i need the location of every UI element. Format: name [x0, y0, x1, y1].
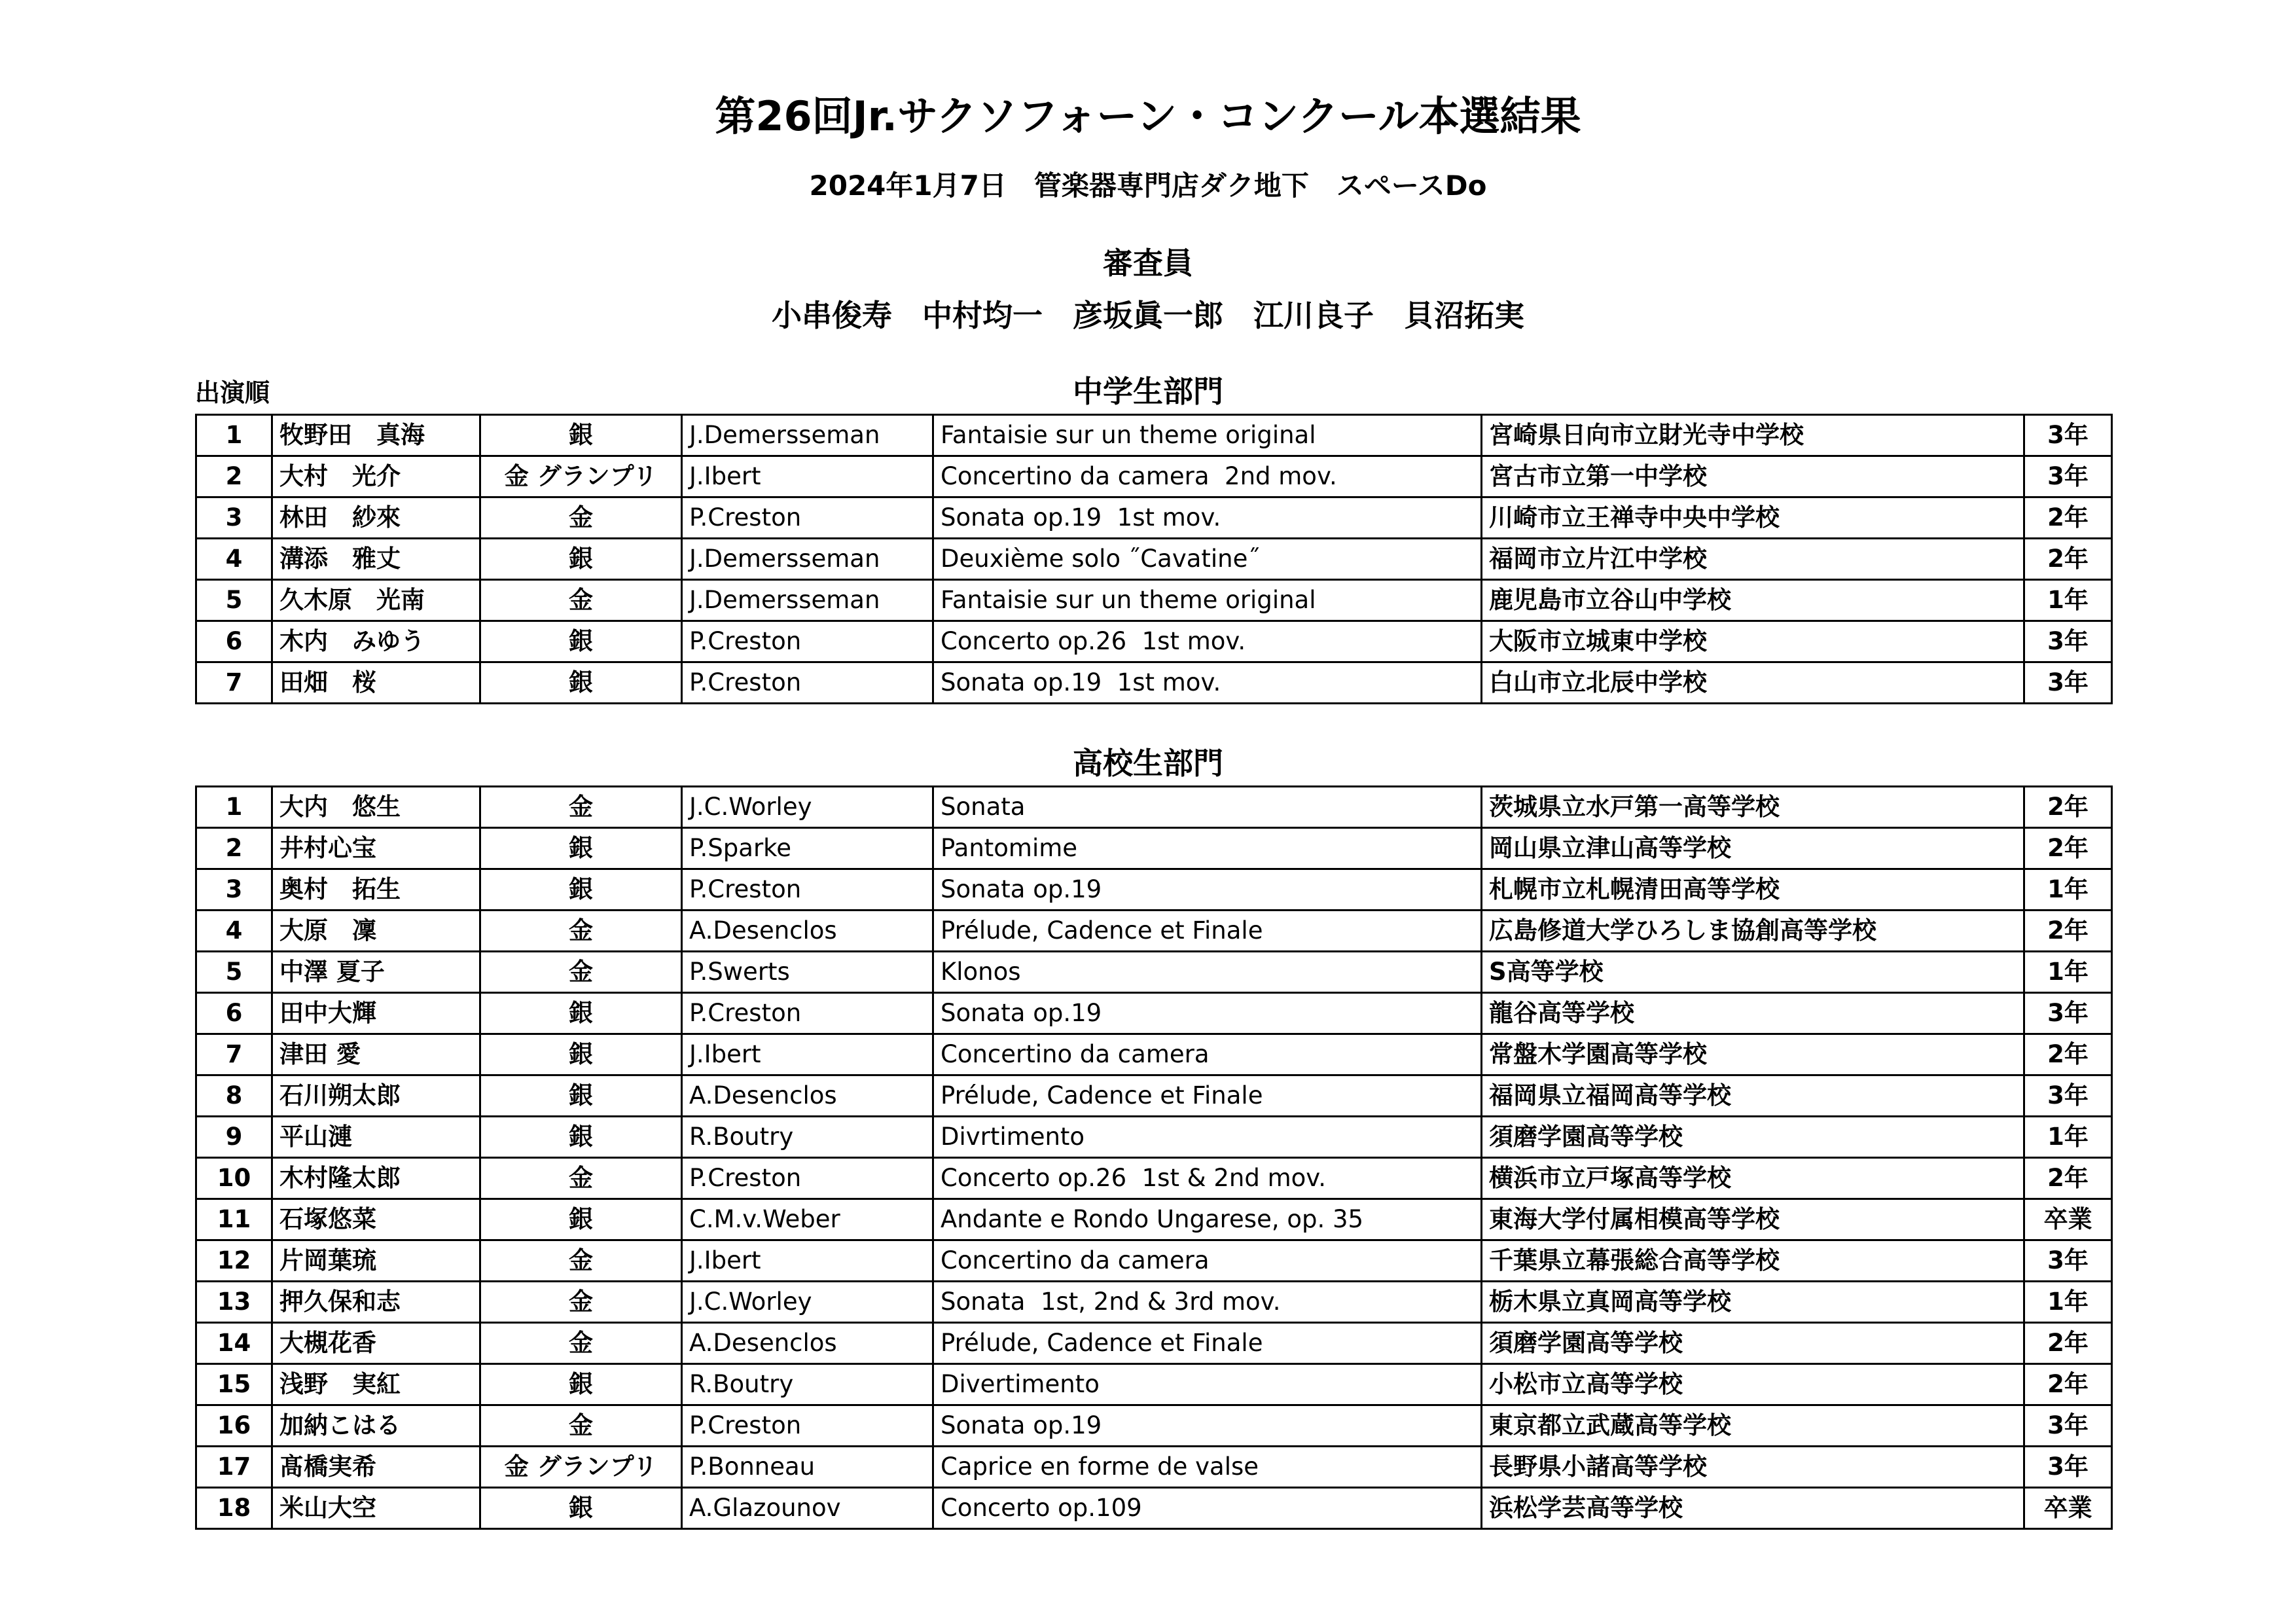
- composer-cell: P.Sparke: [682, 828, 933, 869]
- grade-cell: 1年: [2024, 1282, 2112, 1323]
- award-cell: 金: [480, 787, 682, 828]
- work-title-cell: Divertimento: [933, 1364, 1482, 1405]
- work-title-cell: Concertino da camera 2nd mov.: [933, 456, 1482, 497]
- work-title-cell: Concerto op.26 1st mov.: [933, 621, 1482, 662]
- award-cell: 銀: [480, 1488, 682, 1529]
- award-cell: 銀: [480, 993, 682, 1034]
- grade-cell: 2年: [2024, 787, 2112, 828]
- composer-cell: J.Demersseman: [682, 539, 933, 580]
- composer-cell: P.Creston: [682, 993, 933, 1034]
- entry-number-cell: 6: [196, 993, 272, 1034]
- award-cell: 銀: [480, 1034, 682, 1075]
- table-row: [196, 1117, 2112, 1158]
- document-title: 第26回Jr.サクソフォーン・コンクール本選結果: [715, 92, 1581, 140]
- award-cell: 金: [480, 1323, 682, 1364]
- judges-heading: 審査員: [1103, 245, 1193, 281]
- performer-name-cell: 大村 光介: [272, 456, 480, 497]
- performer-name-cell: 中澤 夏子: [272, 952, 480, 993]
- composer-cell: C.M.v.Weber: [682, 1199, 933, 1240]
- work-title-cell: Caprice en forme de valse: [933, 1447, 1482, 1488]
- work-title-cell: Sonata op.19 1st mov.: [933, 497, 1482, 539]
- grade-cell: 2年: [2024, 1034, 2112, 1075]
- composer-cell: A.Desenclos: [682, 1323, 933, 1364]
- junior-high-results-table: [195, 414, 2113, 704]
- award-cell: 銀: [480, 621, 682, 662]
- school-name-cell: 龍谷高等学校: [1482, 993, 2024, 1034]
- entry-number-cell: 1: [196, 415, 272, 456]
- composer-cell: J.Demersseman: [682, 580, 933, 621]
- composer-cell: P.Creston: [682, 1405, 933, 1447]
- composer-cell: P.Creston: [682, 497, 933, 539]
- composer-cell: J.Ibert: [682, 1240, 933, 1282]
- performer-name-cell: 大内 悠生: [272, 787, 480, 828]
- work-title-cell: Concertino da camera: [933, 1034, 1482, 1075]
- grade-cell: 3年: [2024, 1405, 2112, 1447]
- school-name-cell: 宮崎県日向市立財光寺中学校: [1482, 415, 2024, 456]
- work-title-cell: Sonata op.19: [933, 1405, 1482, 1447]
- grade-cell: 2年: [2024, 497, 2112, 539]
- award-cell: 金: [480, 911, 682, 952]
- school-name-cell: 宮古市立第一中学校: [1482, 456, 2024, 497]
- composer-cell: P.Creston: [682, 621, 933, 662]
- award-cell: 金 グランプリ: [480, 1447, 682, 1488]
- table-row: [196, 415, 2112, 456]
- entry-number-cell: 7: [196, 1034, 272, 1075]
- school-name-cell: 栃木県立真岡高等学校: [1482, 1282, 2024, 1323]
- performer-name-cell: 片岡葉琉: [272, 1240, 480, 1282]
- award-cell: 銀: [480, 869, 682, 911]
- award-cell: 金: [480, 497, 682, 539]
- school-name-cell: 常盤木学園高等学校: [1482, 1034, 2024, 1075]
- performer-name-cell: 髙橋実希: [272, 1447, 480, 1488]
- entry-number-cell: 12: [196, 1240, 272, 1282]
- award-cell: 銀: [480, 1117, 682, 1158]
- grade-cell: 3年: [2024, 456, 2112, 497]
- school-name-cell: S高等学校: [1482, 952, 2024, 993]
- school-name-cell: 白山市立北辰中学校: [1482, 662, 2024, 704]
- grade-cell: 1年: [2024, 952, 2112, 993]
- award-cell: 銀: [480, 539, 682, 580]
- grade-cell: 2年: [2024, 539, 2112, 580]
- work-title-cell: Fantaisie sur un theme original: [933, 415, 1482, 456]
- performer-name-cell: 溝添 雅丈: [272, 539, 480, 580]
- performer-name-cell: 平山漣: [272, 1117, 480, 1158]
- composer-cell: R.Boutry: [682, 1364, 933, 1405]
- composer-cell: J.Ibert: [682, 1034, 933, 1075]
- performance-order-label: 出演順: [195, 378, 270, 407]
- school-name-cell: 福岡県立福岡高等学校: [1482, 1075, 2024, 1117]
- award-cell: 金: [480, 580, 682, 621]
- table-row: [196, 497, 2112, 539]
- school-name-cell: 横浜市立戸塚高等学校: [1482, 1158, 2024, 1199]
- work-title-cell: Concerto op.109: [933, 1488, 1482, 1529]
- performer-name-cell: 木内 みゆう: [272, 621, 480, 662]
- composer-cell: P.Creston: [682, 1158, 933, 1199]
- entry-number-cell: 2: [196, 456, 272, 497]
- table-row: [196, 1323, 2112, 1364]
- performer-name-cell: 久木原 光南: [272, 580, 480, 621]
- composer-cell: P.Creston: [682, 662, 933, 704]
- school-name-cell: 鹿児島市立谷山中学校: [1482, 580, 2024, 621]
- performer-name-cell: 大槻花香: [272, 1323, 480, 1364]
- entry-number-cell: 9: [196, 1117, 272, 1158]
- work-title-cell: Concertino da camera: [933, 1240, 1482, 1282]
- entry-number-cell: 10: [196, 1158, 272, 1199]
- grade-cell: 卒業: [2024, 1199, 2112, 1240]
- event-date-venue: 2024年1月7日 管楽器専門店ダク地下 スペースDo: [809, 170, 1487, 202]
- performer-name-cell: 田中大輝: [272, 993, 480, 1034]
- work-title-cell: Prélude, Cadence et Finale: [933, 1075, 1482, 1117]
- entry-number-cell: 1: [196, 787, 272, 828]
- school-name-cell: 千葉県立幕張総合高等学校: [1482, 1240, 2024, 1282]
- composer-cell: J.Demersseman: [682, 415, 933, 456]
- composer-cell: J.C.Worley: [682, 1282, 933, 1323]
- work-title-cell: Sonata 1st, 2nd & 3rd mov.: [933, 1282, 1482, 1323]
- school-name-cell: 岡山県立津山高等学校: [1482, 828, 2024, 869]
- work-title-cell: Prélude, Cadence et Finale: [933, 911, 1482, 952]
- award-cell: 銀: [480, 662, 682, 704]
- entry-number-cell: 3: [196, 869, 272, 911]
- performer-name-cell: 田畑 桜: [272, 662, 480, 704]
- composer-cell: A.Desenclos: [682, 1075, 933, 1117]
- grade-cell: 1年: [2024, 580, 2112, 621]
- table-row: [196, 621, 2112, 662]
- entry-number-cell: 8: [196, 1075, 272, 1117]
- table-row: [196, 1488, 2112, 1529]
- entry-number-cell: 5: [196, 580, 272, 621]
- composer-cell: A.Desenclos: [682, 911, 933, 952]
- performer-name-cell: 津田 愛: [272, 1034, 480, 1075]
- award-cell: 銀: [480, 1075, 682, 1117]
- table-row: [196, 1158, 2112, 1199]
- grade-cell: 2年: [2024, 1323, 2112, 1364]
- performer-name-cell: 牧野田 真海: [272, 415, 480, 456]
- performer-name-cell: 石塚悠菜: [272, 1199, 480, 1240]
- performer-name-cell: 米山大空: [272, 1488, 480, 1529]
- award-cell: 金: [480, 1158, 682, 1199]
- table-row: [196, 869, 2112, 911]
- grade-cell: 3年: [2024, 1447, 2112, 1488]
- entry-number-cell: 11: [196, 1199, 272, 1240]
- entry-number-cell: 7: [196, 662, 272, 704]
- table-row: [196, 539, 2112, 580]
- performer-name-cell: 木村隆太郎: [272, 1158, 480, 1199]
- performer-name-cell: 井村心宝: [272, 828, 480, 869]
- school-name-cell: 須磨学園高等学校: [1482, 1323, 2024, 1364]
- grade-cell: 3年: [2024, 662, 2112, 704]
- entry-number-cell: 13: [196, 1282, 272, 1323]
- award-cell: 銀: [480, 828, 682, 869]
- grade-cell: 3年: [2024, 993, 2112, 1034]
- work-title-cell: Sonata: [933, 787, 1482, 828]
- entry-number-cell: 4: [196, 539, 272, 580]
- composer-cell: P.Swerts: [682, 952, 933, 993]
- entry-number-cell: 18: [196, 1488, 272, 1529]
- school-name-cell: 茨城県立水戸第一高等学校: [1482, 787, 2024, 828]
- award-cell: 金: [480, 1282, 682, 1323]
- entry-number-cell: 2: [196, 828, 272, 869]
- entry-number-cell: 15: [196, 1364, 272, 1405]
- judges-names: 小串俊寿 中村均一 彦坂眞一郎 江川良子 貝沼拓実: [772, 298, 1524, 333]
- work-title-cell: Prélude, Cadence et Finale: [933, 1323, 1482, 1364]
- table-row: [196, 828, 2112, 869]
- work-title-cell: Sonata op.19: [933, 869, 1482, 911]
- performer-name-cell: 大原 凜: [272, 911, 480, 952]
- work-title-cell: Andante e Rondo Ungarese, op. 35: [933, 1199, 1482, 1240]
- school-name-cell: 大阪市立城東中学校: [1482, 621, 2024, 662]
- school-name-cell: 須磨学園高等学校: [1482, 1117, 2024, 1158]
- school-name-cell: 小松市立高等学校: [1482, 1364, 2024, 1405]
- grade-cell: 2年: [2024, 911, 2112, 952]
- award-cell: 銀: [480, 1364, 682, 1405]
- composer-cell: A.Glazounov: [682, 1488, 933, 1529]
- work-title-cell: Deuxième solo ˝Cavatine˝: [933, 539, 1482, 580]
- grade-cell: 1年: [2024, 869, 2112, 911]
- performer-name-cell: 林田 紗來: [272, 497, 480, 539]
- work-title-cell: Fantaisie sur un theme original: [933, 580, 1482, 621]
- junior-high-section-title: 中学生部門: [1073, 374, 1223, 409]
- work-title-cell: Concerto op.26 1st & 2nd mov.: [933, 1158, 1482, 1199]
- table-row: [196, 662, 2112, 704]
- entry-number-cell: 17: [196, 1447, 272, 1488]
- table-row: [196, 1282, 2112, 1323]
- entry-number-cell: 3: [196, 497, 272, 539]
- composer-cell: J.C.Worley: [682, 787, 933, 828]
- grade-cell: 3年: [2024, 1240, 2112, 1282]
- entry-number-cell: 16: [196, 1405, 272, 1447]
- table-row: [196, 787, 2112, 828]
- award-cell: 銀: [480, 1199, 682, 1240]
- high-school-section-title: 高校生部門: [1073, 746, 1223, 781]
- table-row: [196, 993, 2112, 1034]
- school-name-cell: 札幌市立札幌清田高等学校: [1482, 869, 2024, 911]
- table-row: [196, 1364, 2112, 1405]
- composer-cell: J.Ibert: [682, 456, 933, 497]
- school-name-cell: 川崎市立王禅寺中央中学校: [1482, 497, 2024, 539]
- table-row: [196, 1075, 2112, 1117]
- school-name-cell: 福岡市立片江中学校: [1482, 539, 2024, 580]
- grade-cell: 3年: [2024, 415, 2112, 456]
- table-row: [196, 911, 2112, 952]
- work-title-cell: Pantomime: [933, 828, 1482, 869]
- award-cell: 金: [480, 1240, 682, 1282]
- award-cell: 金: [480, 1405, 682, 1447]
- grade-cell: 1年: [2024, 1117, 2112, 1158]
- school-name-cell: 東海大学付属相模高等学校: [1482, 1199, 2024, 1240]
- table-row: [196, 580, 2112, 621]
- composer-cell: P.Bonneau: [682, 1447, 933, 1488]
- table-row: [196, 1240, 2112, 1282]
- table-row: [196, 952, 2112, 993]
- school-name-cell: 広島修道大学ひろしま協創高等学校: [1482, 911, 2024, 952]
- performer-name-cell: 奥村 拓生: [272, 869, 480, 911]
- table-row: [196, 1199, 2112, 1240]
- entry-number-cell: 4: [196, 911, 272, 952]
- work-title-cell: Sonata op.19 1st mov.: [933, 662, 1482, 704]
- school-name-cell: 浜松学芸高等学校: [1482, 1488, 2024, 1529]
- entry-number-cell: 6: [196, 621, 272, 662]
- school-name-cell: 東京都立武蔵高等学校: [1482, 1405, 2024, 1447]
- entry-number-cell: 5: [196, 952, 272, 993]
- award-cell: 金 グランプリ: [480, 456, 682, 497]
- school-name-cell: 長野県小諸高等学校: [1482, 1447, 2024, 1488]
- performer-name-cell: 押久保和志: [272, 1282, 480, 1323]
- award-cell: 金: [480, 952, 682, 993]
- grade-cell: 3年: [2024, 621, 2112, 662]
- entry-number-cell: 14: [196, 1323, 272, 1364]
- table-row: [196, 456, 2112, 497]
- grade-cell: 2年: [2024, 1158, 2112, 1199]
- table-row: [196, 1447, 2112, 1488]
- performer-name-cell: 石川朔太郎: [272, 1075, 480, 1117]
- performer-name-cell: 浅野 実紅: [272, 1364, 480, 1405]
- composer-cell: R.Boutry: [682, 1117, 933, 1158]
- award-cell: 銀: [480, 415, 682, 456]
- grade-cell: 卒業: [2024, 1488, 2112, 1529]
- grade-cell: 3年: [2024, 1075, 2112, 1117]
- grade-cell: 2年: [2024, 828, 2112, 869]
- work-title-cell: Sonata op.19: [933, 993, 1482, 1034]
- work-title-cell: Klonos: [933, 952, 1482, 993]
- performer-name-cell: 加納こはる: [272, 1405, 480, 1447]
- grade-cell: 2年: [2024, 1364, 2112, 1405]
- table-row: [196, 1405, 2112, 1447]
- table-row: [196, 1034, 2112, 1075]
- composer-cell: P.Creston: [682, 869, 933, 911]
- work-title-cell: Divrtimento: [933, 1117, 1482, 1158]
- high-school-results-table: [195, 785, 2113, 1530]
